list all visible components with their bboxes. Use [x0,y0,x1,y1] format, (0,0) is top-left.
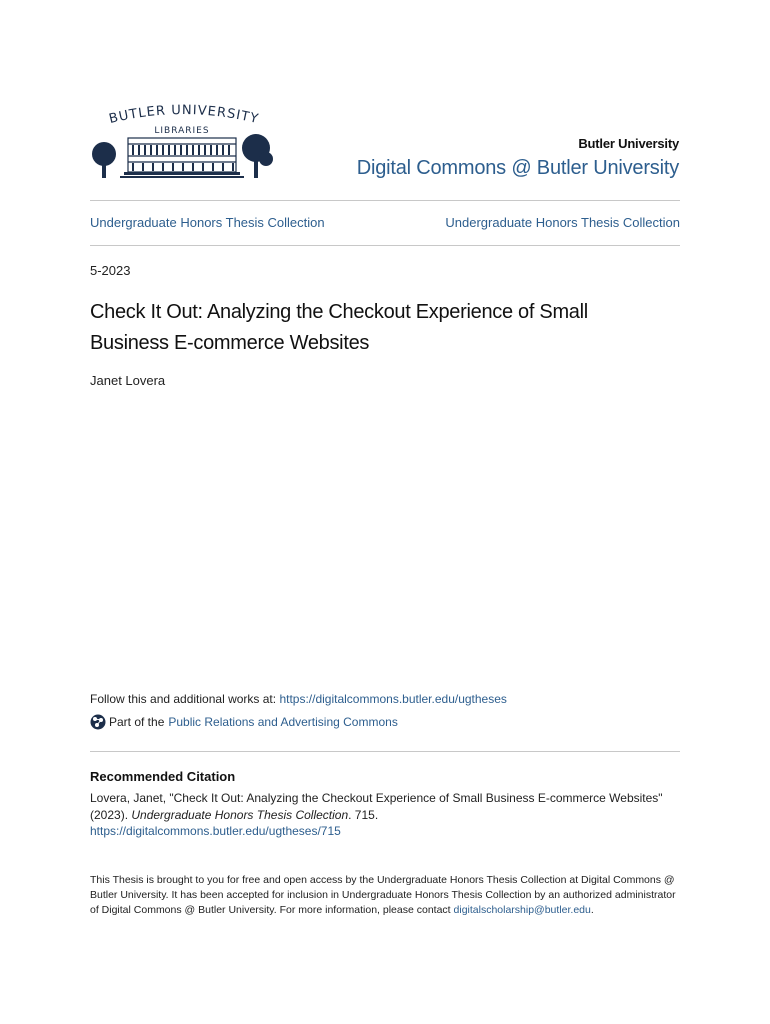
divider-top [90,200,680,201]
access-statement-end: . [590,904,594,916]
divider-citation [90,751,680,752]
collection-link-left[interactable]: Undergraduate Honors Thesis Collection [90,215,325,230]
follow-line [90,692,507,706]
citation-number: . 715. [348,807,379,822]
author-name: Janet Lovera [90,373,166,388]
logo-line1: BUTLER UNIVERSITY [107,104,261,128]
divider-collections [90,245,680,246]
access-statement-text: This Thesis is brought to you for free and open access by the Undergraduate Honors Thesis Collection at Digital Commons @ Butler University. It has been accepted for inclusion in Undergraduate Honors Thesis Collection by an authorized administrator of Digital Commons @ Butler University. For more information, please contact [90,874,676,916]
discipline-link[interactable]: Public Relations and Advertising Commons [168,715,398,729]
access-statement [90,873,680,918]
network-icon [90,714,106,730]
follow-prefix: Follow this and additional works at: [90,692,280,706]
library-building-icon [90,104,275,184]
citation-collection: Undergraduate Honors Thesis Collection [131,807,349,822]
recommended-citation-heading: Recommended Citation [90,769,236,784]
citation-url-link[interactable]: https://digitalcommons.butler.edu/ugtheses/715 [90,824,341,838]
svg-text:BUTLER UNIVERSITY [108,104,261,127]
part-of-prefix: Part of the [109,715,165,729]
contact-email-link[interactable]: digitalscholarship@butler.edu [453,904,591,916]
repository-title-link[interactable]: Digital Commons @ Butler University [356,157,679,179]
collection-link-right[interactable]: Undergraduate Honors Thesis Collection [445,215,680,230]
part-of-line [90,714,398,730]
logo-line2: LIBRARIES [154,126,210,136]
citation-main: Lovera, Janet, "Check It Out: Analyzing the Checkout Experience of Small Business E-commerce Websites" (2023). [90,791,663,822]
butler-libraries-logo [90,104,275,184]
collection-links [90,215,680,230]
publication-date: 5-2023 [90,263,131,278]
university-name: Butler University [578,136,679,151]
thesis-title: Check It Out: Analyzing the Checkout Experience of Small Business E-commerce Websites [90,301,588,354]
follow-url-link[interactable]: https://digitalcommons.butler.edu/ugtheses [279,692,507,706]
citation-text [90,790,670,840]
header-right [357,136,679,180]
